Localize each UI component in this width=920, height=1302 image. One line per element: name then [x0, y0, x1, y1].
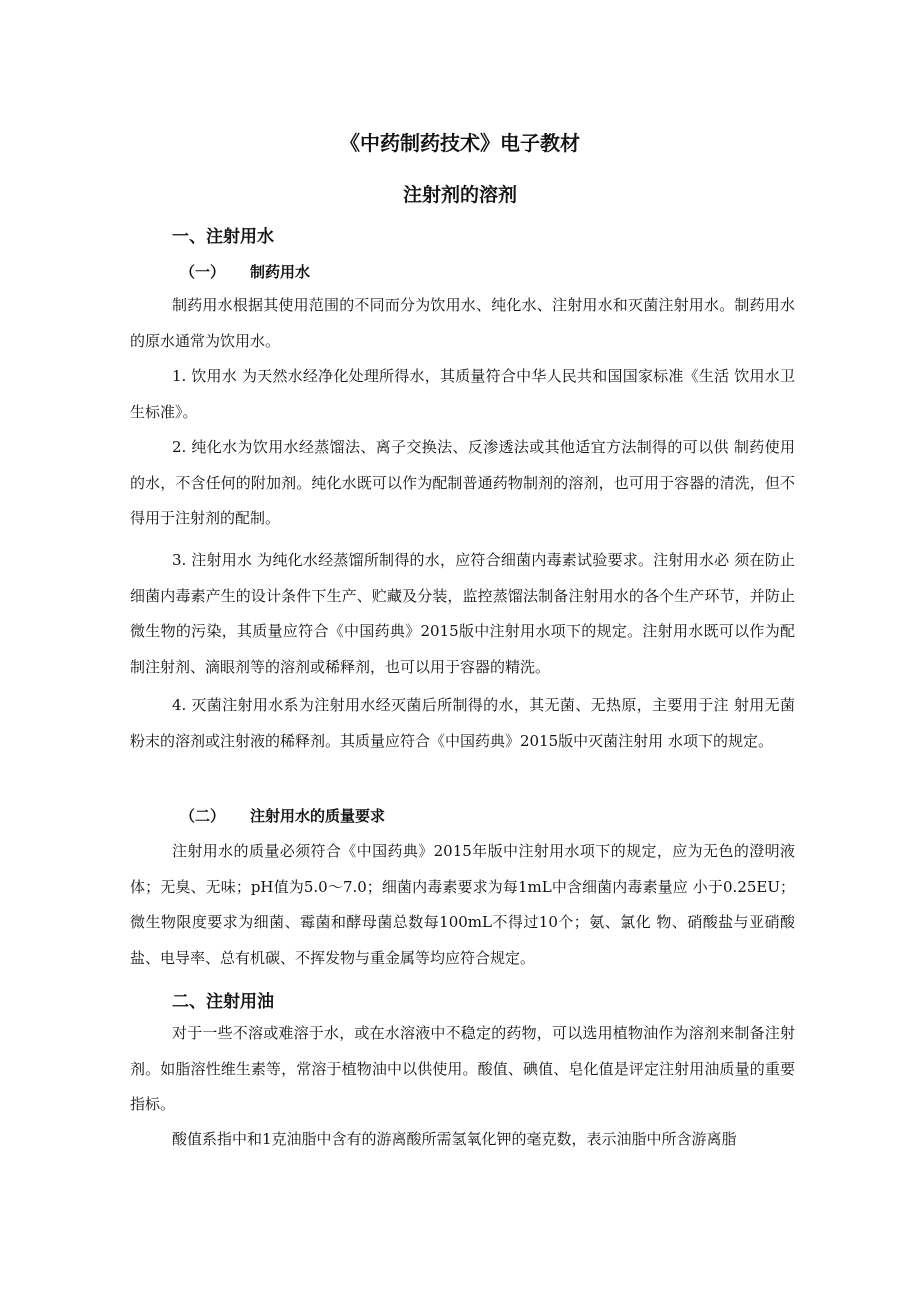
paragraph-oil-intro: 对于一些不溶或难溶于水，或在水溶液中不稳定的药物，可以选用植物油作为溶剂来制备注射剂。如脂溶性维生素等，常溶于植物油中以供使用。酸值、碘值、皂化值是评定注射用油质量的重要指标。: [130, 1024, 795, 1113]
subsection-number: （二）: [180, 807, 226, 825]
paragraph-sterile-water: 4. 灭菌注射用水系为注射用水经灭菌后所制得的水，其无菌、无热原，主要用于注 射用无菌粉末的溶剂或注射液的稀释剂。其质量应符合《中国药典》2015版中灭菌注射用 水项下的规定。: [130, 696, 795, 750]
section-heading-oil: 二、注射用油: [172, 992, 274, 1012]
section-heading-water: 一、注射用水: [172, 227, 274, 247]
paragraph-drinking-water: 1. 饮用水 为天然水经净化处理所得水，其质量符合中华人民共和国国家标准《生活 饮用水卫生标准》。: [130, 367, 795, 421]
subsection-heading-pharma-water: [180, 261, 310, 282]
paragraph-quality: 注射用水的质量必须符合《中国药典》2015年版中注射用水项下的规定，应为无色的澄明液体；无臭、无味；pH值为5.0〜7.0；细菌内毒素要求为每1mL中含细菌内毒素量应 小于0.25EU；微生物限度要求为细菌、霉菌和酵母菌总数每100mL不得过10个；氨、氯化 物、硝酸盐与亚硝酸盐、电导率、总有机碳、不挥发物与重金属等均应符合规定。: [130, 842, 795, 967]
paragraph-acid-value: 酸值系指中和1克油脂中含有的游离酸所需氢氧化钾的毫克数，表示油脂中所含游离脂: [172, 1130, 737, 1148]
paragraph-intro: 制药用水根据其使用范围的不同而分为饮用水、纯化水、注射用水和灭菌注射用水。制药用水的原水通常为饮用水。: [130, 296, 795, 350]
subsection-heading-quality: [180, 805, 385, 826]
paragraph-injection-water: 3. 注射用水 为纯化水经蒸馏所制得的水，应符合细菌内毒素试验要求。注射用水必 须在防止细菌内毒素产生的设计条件下生产、贮藏及分装，监控蒸馏法制备注射用水的各个生产环节，并防止微生物的污染，其质量应符合《中国药典》2015版中注射用水项下的规定。注射用水既可以作为配制注射剂、滴眼剂等的溶剂或稀释剂，也可以用于容器的精洗。: [130, 551, 795, 676]
paragraph-purified-water: 2. 纯化水为饮用水经蒸馏法、离子交换法、反渗透法或其他适宜方法制得的可以供 制药使用的水，不含任何的附加剂。纯化水既可以作为配制普通药物制剂的溶剂，也可用于容器的清洗，但不得用于注射剂的配制。: [130, 438, 795, 527]
subsection-title: 制药用水: [250, 263, 311, 281]
subsection-title: 注射用水的质量要求: [250, 807, 386, 825]
document-title: 《中药制药技术》电子教材: [340, 131, 580, 155]
subsection-number: （一）: [180, 263, 226, 281]
document-subtitle: 注射剂的溶剂: [402, 184, 517, 206]
